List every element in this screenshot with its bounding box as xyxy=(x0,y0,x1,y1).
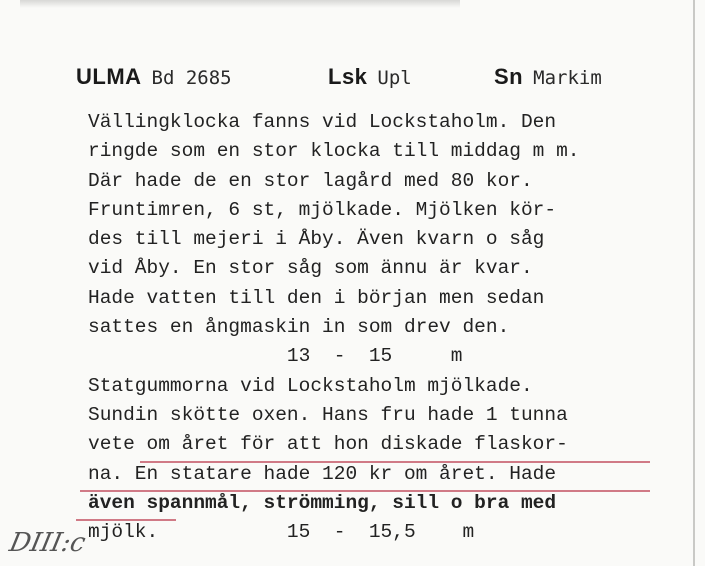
text-line: Fruntimren, 6 st, mjölkade. Mjölken kör- xyxy=(88,198,557,221)
sn-label: Sn xyxy=(494,64,524,89)
ulma-field xyxy=(76,64,232,90)
lsk-value: Upl xyxy=(377,67,412,89)
text-line: Hade vatten till den i början men sedan xyxy=(88,286,545,309)
lsk-label: Lsk xyxy=(328,64,368,89)
ulma-value: Bd 2685 xyxy=(151,67,232,89)
card-header xyxy=(0,64,705,94)
sn-value: Markim xyxy=(533,67,602,89)
text-line: ringde som en stor klocka till middag m m. xyxy=(88,140,580,163)
page-reference: 13 - 15 m xyxy=(88,345,463,368)
text-line: sattes en ångmaskin in som drev den. xyxy=(88,316,510,339)
red-underline xyxy=(80,490,650,492)
lsk-field xyxy=(328,64,412,90)
text-line: Sundin skötte oxen. Hans fru hade 1 tunna xyxy=(88,403,568,426)
text-line: mjölk. 15 - 15,5 m xyxy=(88,521,475,544)
top-smudge xyxy=(20,0,460,8)
text-line: även spannmål, strömming, sill o bra med xyxy=(88,491,557,514)
card-body xyxy=(88,108,688,547)
ulma-label: ULMA xyxy=(76,64,142,89)
text-line: des till mejeri i Åby. Även kvarn o såg xyxy=(88,228,545,251)
text-line: Där hade de en stor lagård med 80 kor. xyxy=(88,169,533,192)
text-line: Statgummorna vid Lockstaholm mjölkade. xyxy=(88,374,533,397)
signature-mark: DIII:c xyxy=(6,528,89,558)
red-underline xyxy=(140,461,650,463)
text-line: na. En statare hade 120 kr om året. Hade xyxy=(88,462,557,485)
text-line: vid Åby. En stor såg som ännu är kvar. xyxy=(88,257,533,280)
red-underline xyxy=(76,519,176,521)
text-line: Vällingklocka fanns vid Lockstaholm. Den xyxy=(88,111,557,133)
sn-field xyxy=(494,64,602,90)
text-line: vete om året för att hon diskade flaskor- xyxy=(88,433,568,456)
